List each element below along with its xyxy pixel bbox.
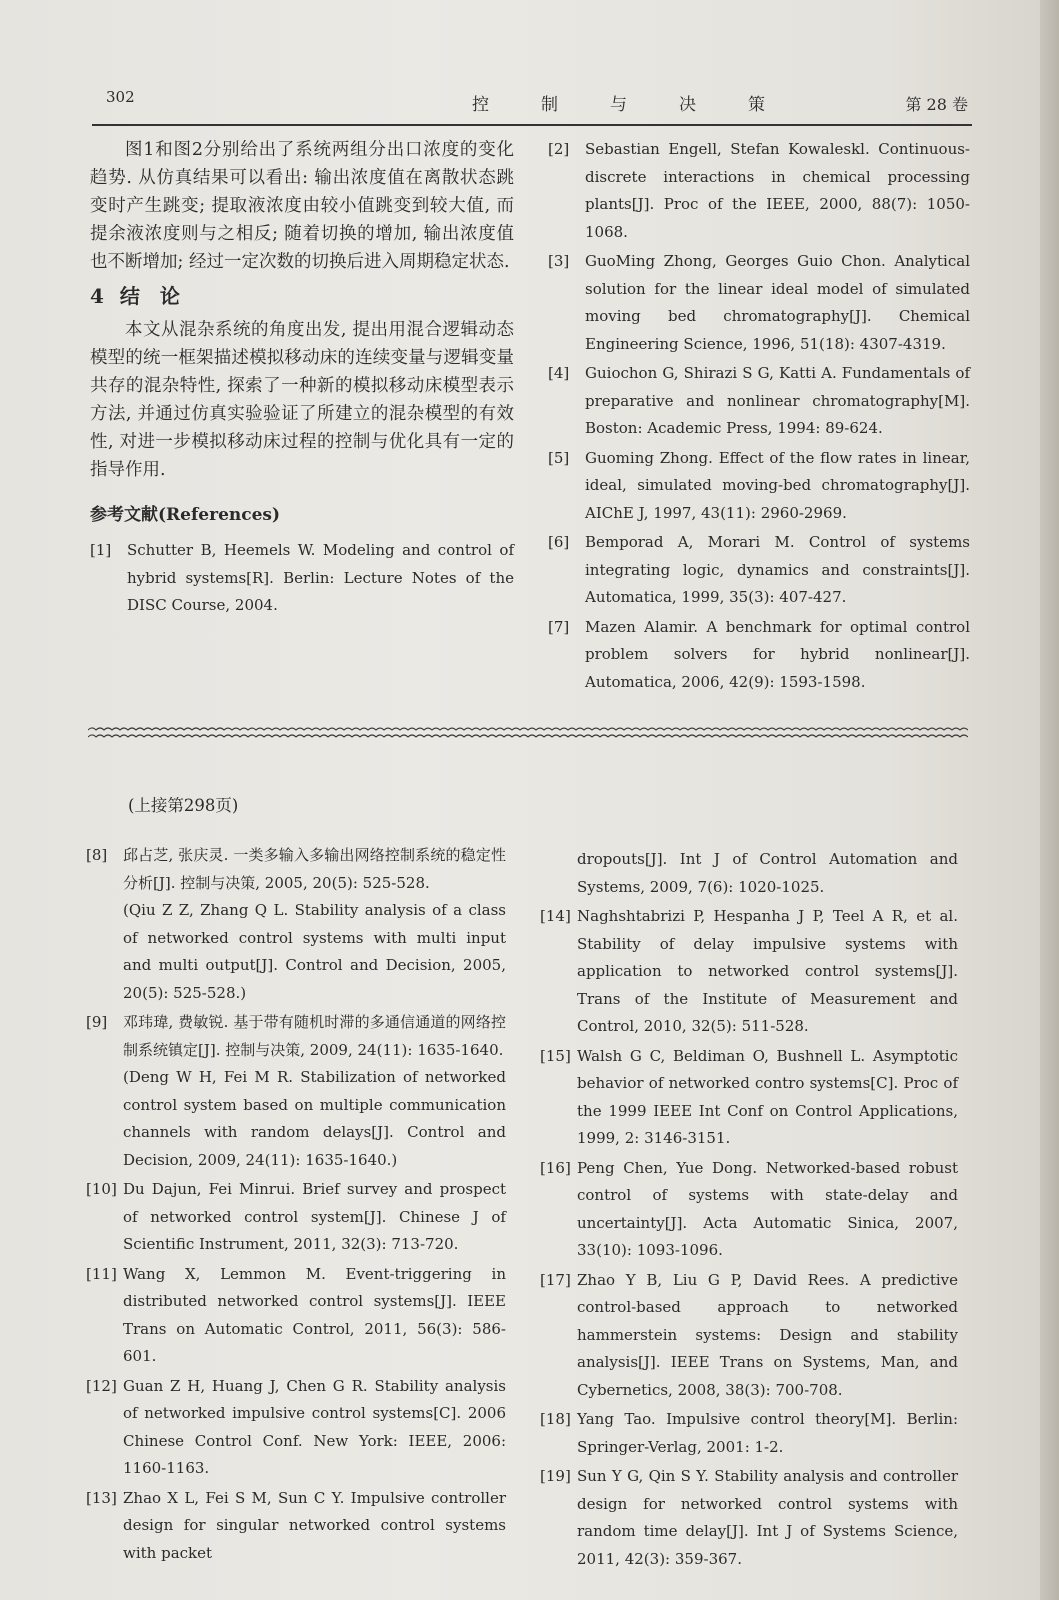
reference-number: [15] bbox=[540, 1046, 571, 1065]
bottom-right-column bbox=[540, 846, 958, 1575]
reference-number: [12] bbox=[86, 1376, 117, 1395]
reference-item bbox=[540, 1463, 958, 1573]
running-header bbox=[92, 86, 972, 126]
reference-item bbox=[548, 136, 970, 246]
reference-text: GuoMing Zhong, Georges Guio Chon. Analytical solution for the linear ideal model of simulated moving bed chromatography[J]. Chemical Engineering Science, 1996, 51(18): 4307-4319. bbox=[585, 252, 970, 353]
reference-number: [19] bbox=[540, 1467, 571, 1485]
section-heading bbox=[90, 276, 514, 316]
reference-item bbox=[540, 1043, 958, 1153]
reference-text: Bemporad A, Morari M. Control of systems integrating logic, dynamics and constraints[J]. Automatica, 1999, 35(3): 407-427. bbox=[585, 533, 970, 606]
reference-text: Guoming Zhong. Effect of the flow rates in linear, ideal, simulated moving-bed chromatography[J]. AIChE J, 1997, 43(11): 2960-2969. bbox=[585, 448, 970, 522]
reference-number: [18] bbox=[540, 1410, 571, 1428]
reference-text: Guan Z H, Huang J, Chen G R. Stability analysis of networked impulsive control systems[C]. 2006 Chinese Control Conf. New York: IEEE, 2006: 1160-1163. bbox=[123, 1376, 506, 1477]
top-right-column bbox=[548, 136, 970, 698]
reference-item bbox=[540, 1267, 958, 1405]
reference-number: [5] bbox=[548, 448, 570, 467]
reference-number: [3] bbox=[548, 252, 570, 270]
reference-text: Sun Y G, Qin S Y. Stability analysis and controller design for networked control systems with random time delay[J]. Int J of Systems Science, 2011, 42(3): 359-367. bbox=[577, 1467, 958, 1568]
header-rule bbox=[92, 124, 972, 126]
reference-number: [17] bbox=[540, 1270, 571, 1289]
section-title: 结 论 bbox=[119, 284, 180, 308]
reference-text: Mazen Alamir. A benchmark for optimal control problem solvers for hybrid nonlinear[J]. Automatica, 2006, 42(9): 1593-1598. bbox=[585, 617, 970, 691]
reference-item bbox=[540, 1406, 958, 1461]
reference-number: [1] bbox=[90, 541, 112, 559]
bottom-left-column bbox=[86, 842, 506, 1569]
reference-text: Zhao X L, Fei S M, Sun C Y. Impulsive controller design for singular networked control systems with packet bbox=[123, 1488, 506, 1562]
reference-item bbox=[548, 529, 970, 612]
page-edge bbox=[1040, 0, 1059, 1600]
reference-item bbox=[548, 614, 970, 697]
reference-text: Schutter B, Heemels W. Modeling and control of hybrid systems[R]. Berlin: Lecture Notes of the DISC Course, 2004. bbox=[127, 541, 514, 614]
reference-text: Yang Tao. Impulsive control theory[M]. Berlin: Springer-Verlag, 2001: 1-2. bbox=[577, 1410, 958, 1456]
reference-translation: (Deng W H, Fei M R. Stabilization of networked control system based on multiple communication channels with random delays[J]. Control and Decision, 2009, 24(11): 1635-1640.) bbox=[123, 1068, 506, 1169]
reference-item bbox=[548, 445, 970, 528]
top-left-column bbox=[90, 136, 514, 622]
reference-number: [13] bbox=[86, 1488, 117, 1507]
reference-text: Sebastian Engell, Stefan Kowaleskl. Continuous-discrete interactions in chemical processing plants[J]. Proc of the IEEE, 2000, 88(7): 1050-1068. bbox=[585, 140, 970, 241]
reference-continuation bbox=[540, 846, 958, 901]
reference-number: [6] bbox=[548, 533, 570, 551]
wavy-separator bbox=[88, 722, 968, 744]
reference-number: [4] bbox=[548, 364, 570, 382]
reference-item bbox=[86, 842, 506, 1007]
reference-item bbox=[548, 360, 970, 443]
reference-item bbox=[540, 1155, 958, 1265]
reference-number: [7] bbox=[548, 617, 570, 636]
reference-number: [9] bbox=[86, 1013, 108, 1031]
reference-text: Peng Chen, Yue Dong. Networked-based robust control of systems with state-delay and uncertainty[J]. Acta Automatic Sinica, 2007, 33(10): 1093-1096. bbox=[577, 1158, 958, 1259]
reference-text: 邱占芝, 张庆灵. 一类多输入多输出网络控制系统的稳定性分析[J]. 控制与决策, 2005, 20(5): 525-528. bbox=[123, 846, 506, 892]
journal-title: 控制与决策 bbox=[472, 95, 817, 115]
reference-translation: (Qiu Z Z, Zhang Q L. Stability analysis of a class of networked control systems with multi input and multi output[J]. Control and Decision, 2005, 20(5): 525-528.) bbox=[123, 901, 506, 1002]
page-number: 302 bbox=[106, 88, 135, 106]
reference-text: Guiochon G, Shirazi S G, Katti A. Fundamentals of preparative and nonlinear chromatography[M]. Boston: Academic Press, 1994: 89-624. bbox=[585, 364, 970, 437]
reference-item bbox=[86, 1373, 506, 1483]
reference-text: Walsh G C, Beldiman O, Bushnell L. Asymptotic behavior of networked contro systems[C]. Proc of the 1999 IEEE Int Conf on Control Applications, 1999, 2: 3146-3151. bbox=[577, 1046, 958, 1147]
reference-text: dropouts[J]. Int J of Control Automation and Systems, 2009, 7(6): 1020-1025. bbox=[577, 850, 958, 896]
reference-number: [16] bbox=[540, 1158, 571, 1177]
reference-item bbox=[86, 1009, 506, 1174]
conclusion-paragraph: 本文从混杂系统的角度出发, 提出用混合逻辑动态模型的统一框架描述模拟移动床的连续变量与逻辑变量共存的混杂特性, 探索了一种新的模拟移动床模型表示方法, 并通过仿真实验验证了所建立的混杂模型的有效性, 对进一步模拟移动床过程的控制与优化具有一定的指导作用. bbox=[90, 320, 514, 480]
reference-item bbox=[90, 537, 514, 620]
continued-from-note: (上接第298页) bbox=[128, 796, 239, 815]
results-paragraph: 图1和图2分别给出了系统两组分出口浓度的变化趋势. 从仿真结果可以看出: 输出浓度值在离散状态跳变时产生跳变; 提取液浓度由较小值跳变到较大值, 而提余液浓度则与之相反; 随着切换的增加, 输出浓度值也不断增加; 经过一定次数的切换后进入周期稳定状态. bbox=[90, 140, 514, 272]
reference-item bbox=[540, 903, 958, 1041]
reference-text: Du Dajun, Fei Minrui. Brief survey and prospect of networked control system[J]. Chinese J of Scientific Instrument, 2011, 32(3): 713-720. bbox=[123, 1180, 506, 1253]
reference-number: [11] bbox=[86, 1264, 117, 1283]
reference-item bbox=[86, 1261, 506, 1371]
reference-text: 邓玮瑋, 费敏锐. 基于带有随机时滞的多通信通道的网络控制系统镇定[J]. 控制与决策, 2009, 24(11): 1635-1640. bbox=[123, 1013, 506, 1059]
reference-text: Naghshtabrizi P, Hespanha J P, Teel A R, et al. Stability of delay impulsive systems with application to networked control systems[J]. Trans of the Institute of Measurement and Control, 2010, 32(5): 511-528. bbox=[577, 907, 958, 1035]
reference-number: [2] bbox=[548, 140, 570, 158]
reference-number: [14] bbox=[540, 907, 571, 925]
reference-text: Wang X, Lemmon M. Event-triggering in distributed networked control systems[J]. IEEE Trans on Automatic Control, 2011, 56(3): 586-601. bbox=[123, 1264, 506, 1365]
reference-number: [8] bbox=[86, 846, 108, 864]
reference-item bbox=[548, 248, 970, 358]
reference-number: [10] bbox=[86, 1180, 117, 1198]
reference-text: Zhao Y B, Liu G P, David Rees. A predictive control-based approach to networked hammerstein systems: Design and stability analysis[J]. IEEE Trans on Systems, Man, and Cybernetics, 2008, 38(3): 700-708. bbox=[577, 1270, 958, 1399]
reference-item bbox=[86, 1176, 506, 1259]
references-heading: 参考文献(References) bbox=[90, 505, 281, 525]
volume-label: 第 28 卷 bbox=[905, 95, 968, 114]
reference-item bbox=[86, 1485, 506, 1568]
section-number: 4 bbox=[90, 284, 104, 308]
